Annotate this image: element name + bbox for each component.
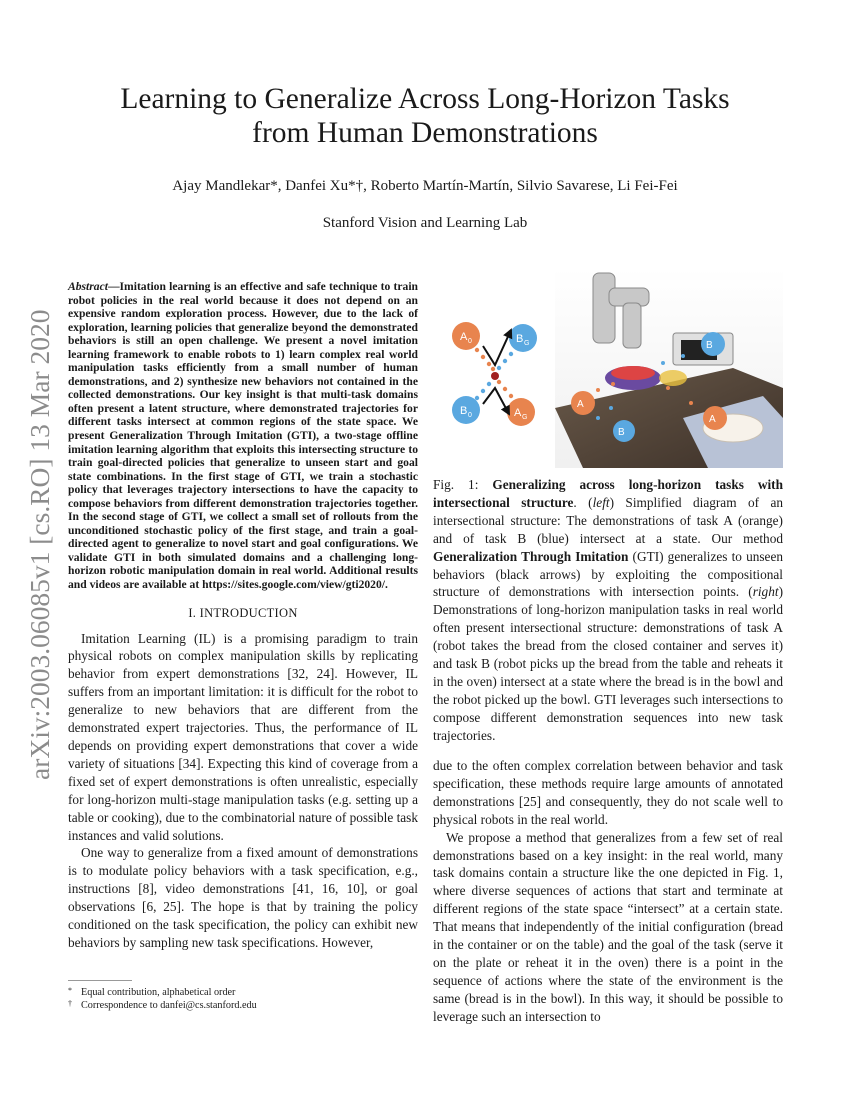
svg-text:0: 0 [468, 412, 472, 419]
authors: Ajay Mandlekar*, Danfei Xu*†, Roberto Martín-Martín, Silvio Savarese, Li Fei-Fei [172, 178, 678, 194]
section-heading-introduction: I. INTRODUCTION [188, 605, 298, 620]
abstract-text: —Imitation learning is an effective and safe technique to train robot policies in the real world because it does not depend on an expensive random exploration process. However, due to the lack of exploration, learning policies that generalize beyond the demonstrated behaviors is still an open challenge. We present a novel imitation learning framework to enable robots to 1) learn complex real world manipulation tasks efficiently from a small number of human demonstrations, and 2) synthesize new behaviors not contained in the collected demonstrations. Our key insight is that multi-task domains often present a latent structure, where demonstrated trajectories for different tasks intersect at common regions of the state space. We present Generalization Through Imitation (GTI), a two-stage offline imitation learning algorithm that exploits this intersecting structure to train goal-directed policies that generalize to unseen start and goal state combinations. In the first stage of GTI, we train a stochastic policy that leverages trajectory intersections to have the capacity to compose behaviors from different demonstration trajectories together. In the second stage of GTI, we collect a small set of rollouts from the unconditioned stochastic policy of the first stage, and train a goal-directed agent to generalize to novel start and goal configurations. We validate GTI in both simulated domains and a challenging long-horizon robotic manipulation domain in real world. Additional results and videos are available at https://sites.google.com/view/gti2020/. [68, 280, 418, 592]
intro-paragraph-2: One way to generalize from a fixed amount of demonstrations is to modulate policy behaviors with a task specification, e.g., instructions [8], video demonstrations [41, 16, 10], or goal observations [6, 25]. The hope is that by training the policy conditioned on the task specification, the policy can exhibit new behaviors by sampling new task specifications. However, [68, 845, 418, 950]
left-column [68, 280, 418, 952]
abstract-label: Abstract [68, 280, 108, 293]
footnote-1: * Equal contribution, alphabetical order [68, 986, 236, 998]
generalization-arrow-down [483, 388, 509, 414]
robot-scene-photo [555, 268, 783, 468]
right-paragraph-2: We propose a method that generalizes from a few set of real demonstrations based on a key insight: in the real world, many task domains contain a structure like the one depicted in Fig. 1, where diverse sequences of actions that start and terminate at different regions of the state space “intersect” at a certain state. That means that independently of the initial configuration (bread in the container or on the table) and the goal of the task (serve it on the plate or reheat it in the oven) there is a point in the sequence of actions where the state of the environment is the same (bread is in the bowl). In this way, it should be possible to leverage such an intersection to [433, 829, 783, 1024]
footnote-divider [68, 980, 132, 981]
paper-title [60, 82, 790, 150]
intersection-point [491, 372, 499, 380]
title-line-1: Learning to Generalize Across Long-Horizon Tasks [120, 83, 730, 115]
svg-text:B: B [618, 427, 625, 438]
right-body [433, 757, 783, 1026]
figure-1 [433, 268, 783, 468]
svg-text:A: A [577, 399, 584, 410]
arxiv-identifier: arXiv:2003.06085v1 [cs.RO] 13 Mar 2020 [24, 309, 55, 780]
affiliation: Stanford Vision and Learning Lab [322, 215, 528, 231]
footnotes [68, 986, 418, 1012]
svg-text:A: A [709, 414, 716, 425]
svg-text:B: B [516, 333, 524, 345]
svg-text:A: A [460, 331, 468, 343]
svg-text:B: B [706, 340, 713, 351]
figure-1-graphic [433, 268, 783, 468]
svg-text:0: 0 [468, 338, 472, 345]
abstract [68, 280, 418, 592]
intersection-diagram [452, 322, 537, 426]
figure-1-caption: Fig. 1: Generalizing across long-horizon tasks with intersectional structure. (left) Simplified diagram of an intersectional structure: The demonstrations of task A (orange) and of task B (blue) intersect at a state. Our method Generalization Through Imitation (GTI) generalizes to unseen behaviors (black arrows) by exploiting the compositional structure of demonstrations with intersection points. (right) Demonstrations of long-horizon manipulation tasks in real world often present intersectional structure: demonstrations of task A (robot takes the bread from the closed container and serves it) and task B (robot picks up the bread from the table and reheats it in the oven) intersect at a state where the bread is in the bowl and the robot picked up the bowl. GTI leverages such intersections to compose different demonstration sequences into new task trajectories. [433, 477, 784, 743]
intro-paragraph-1: Imitation Learning (IL) is a promising paradigm to train physical robots on complex manipulation skills by replicating behavior from expert demonstrations [32, 24]. However, IL suffers from an important limitation: it is difficult for the robot to generalize to new behaviors that are different from the demonstrated expert trajectories. Thus, the performance of IL depends on providing expert demonstrations that cover a wide variety of situations [34]. Expecting this kind of coverage from a fixed set of expert demonstrations is often unrealistic, especially for long-horizon multi-stage manipulation tasks (e.g. setting up a table or cooking), due to the combinatorial nature of possible task instances and valid solutions. [68, 630, 418, 843]
svg-text:A: A [514, 407, 522, 419]
footnote-2: † Correspondence to danfei@cs.stanford.edu [68, 999, 257, 1011]
right-paragraph-1: due to the often complex correlation between behavior and task specification, these methods require large amounts of annotated demonstrations [25] and consequently, they do not scale well to physical robots in the real world. [433, 758, 783, 827]
title-line-2: from Human Demonstrations [252, 117, 598, 149]
svg-text:G: G [524, 340, 530, 347]
svg-text:G: G [522, 414, 528, 421]
svg-text:B: B [460, 405, 468, 417]
